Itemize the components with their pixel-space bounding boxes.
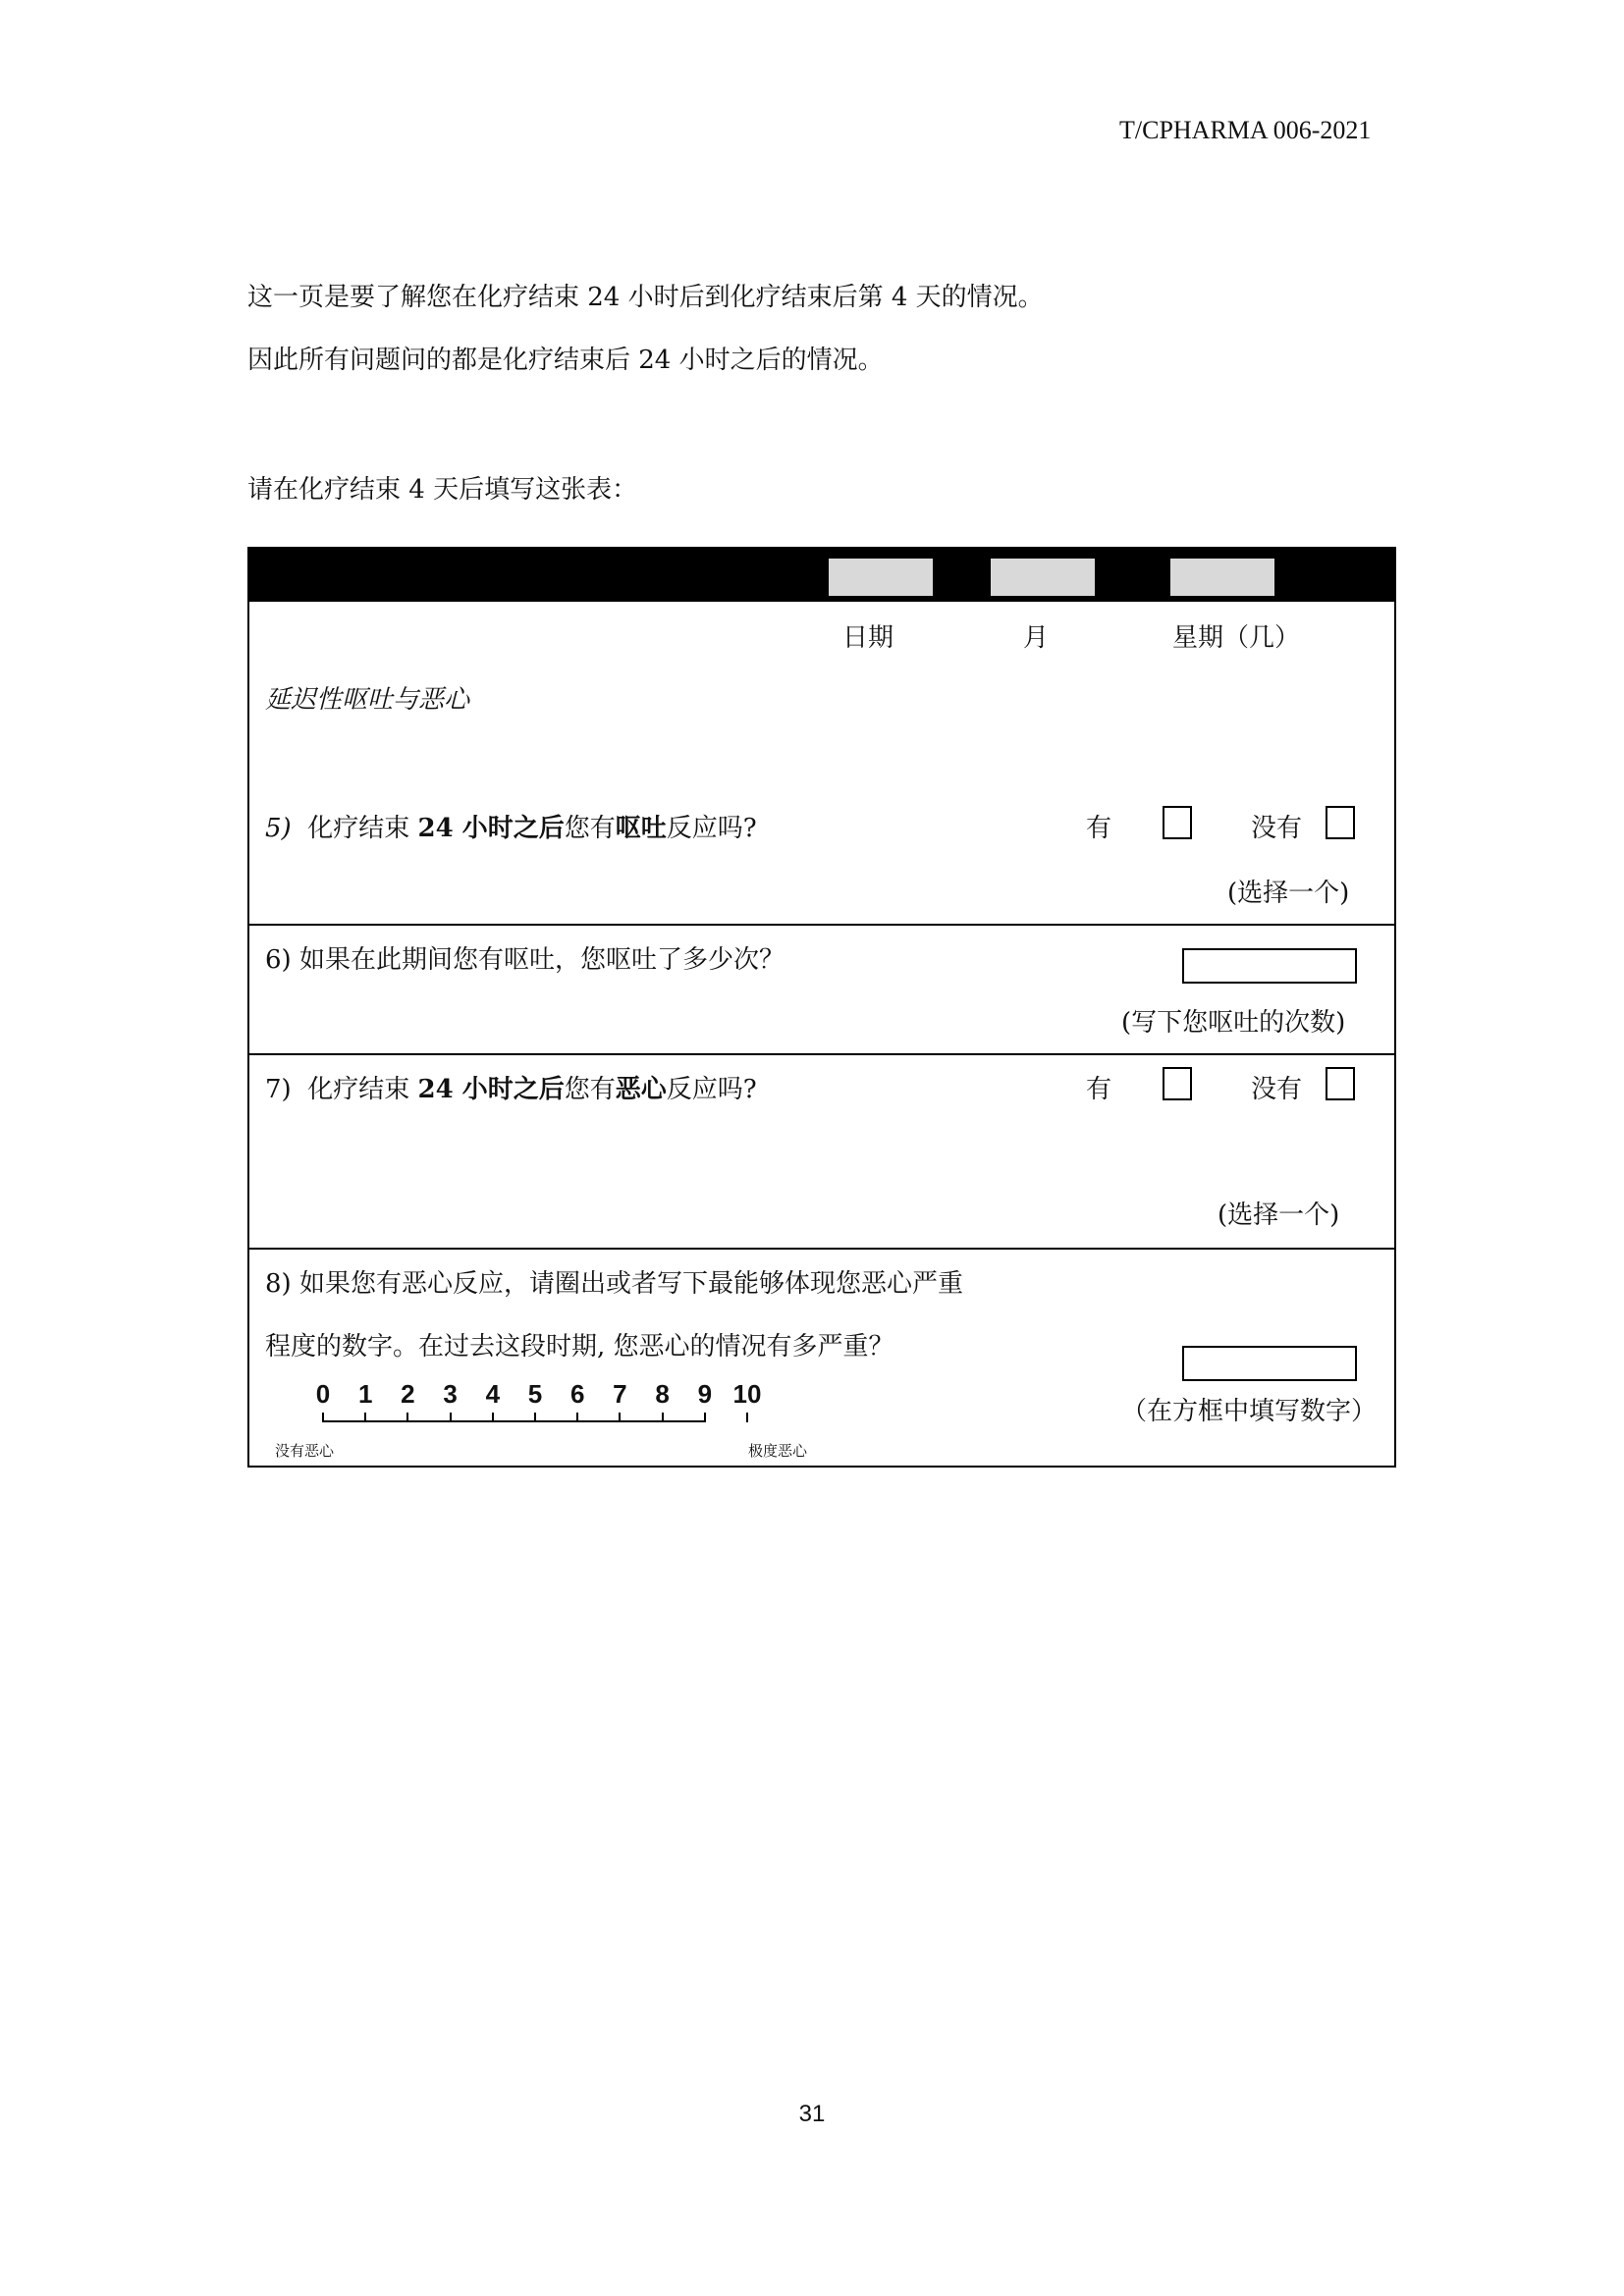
scale-number-7[interactable]: 7 bbox=[613, 1379, 627, 1409]
day-label: 日期 bbox=[842, 623, 894, 653]
question-5-text-post: 反应吗? bbox=[666, 814, 757, 843]
scale-number-3[interactable]: 3 bbox=[443, 1379, 458, 1409]
scale-tick bbox=[746, 1413, 748, 1422]
q7-yes-label: 有 bbox=[1086, 1075, 1112, 1104]
question-5-text-pre: 化疗结束 bbox=[307, 814, 418, 843]
row-divider bbox=[249, 924, 1394, 926]
question-7-symptom: 恶心 bbox=[615, 1075, 667, 1104]
month-label: 月 bbox=[1023, 623, 1050, 653]
question-5 bbox=[265, 808, 757, 844]
scale-high-label: 极度恶心 bbox=[748, 1442, 808, 1460]
scale-tick bbox=[492, 1413, 494, 1422]
page-number: 31 bbox=[798, 2101, 826, 2127]
question-5-text-mid: 您有 bbox=[564, 814, 616, 843]
scale-tick bbox=[406, 1413, 408, 1422]
q7-hint: (选择一个) bbox=[1218, 1201, 1340, 1230]
scale-number-6[interactable]: 6 bbox=[569, 1379, 585, 1409]
scale-number-9[interactable]: 9 bbox=[697, 1379, 713, 1409]
q7-yes-checkbox[interactable] bbox=[1163, 1067, 1192, 1100]
scale-number-4[interactable]: 4 bbox=[485, 1379, 501, 1409]
scale-tick bbox=[534, 1413, 536, 1422]
section-title: 延迟性呕吐与恶心 bbox=[265, 685, 470, 715]
q7-no-label: 没有 bbox=[1251, 1075, 1303, 1104]
scale-low-label: 没有恶心 bbox=[275, 1442, 335, 1460]
intro-line-3: 请在化疗结束 4 天后填写这张表： bbox=[247, 475, 638, 505]
questionnaire-form bbox=[247, 547, 1396, 1468]
vomit-count-input[interactable] bbox=[1182, 948, 1357, 984]
scale-tick bbox=[704, 1413, 706, 1422]
q5-yes-label: 有 bbox=[1086, 814, 1112, 843]
question-7-time: 24 小时之后 bbox=[417, 1075, 565, 1104]
scale-number-2[interactable]: 2 bbox=[401, 1379, 415, 1409]
form-header-bar bbox=[249, 549, 1394, 602]
q5-hint: (选择一个) bbox=[1227, 879, 1350, 908]
weekday-label: 星期（几） bbox=[1172, 623, 1301, 653]
document-code: T/CPHARMA 006-2021 bbox=[1119, 116, 1372, 144]
question-7 bbox=[265, 1069, 757, 1105]
row-divider bbox=[249, 1248, 1394, 1250]
scale-tick bbox=[576, 1413, 578, 1422]
scale-axis bbox=[323, 1420, 706, 1422]
q8-hint: （在方框中填写数字） bbox=[1121, 1397, 1378, 1426]
scale-number-5[interactable]: 5 bbox=[527, 1379, 543, 1409]
scale-number-8[interactable]: 8 bbox=[655, 1379, 670, 1409]
q6-hint: (写下您呕吐的次数) bbox=[1121, 1008, 1346, 1038]
weekday-input[interactable] bbox=[1170, 559, 1274, 596]
question-8-line-1: 8) 如果您有恶心反应，请圈出或者写下最能够体现您恶心严重 bbox=[265, 1269, 963, 1299]
question-7-text-mid: 您有 bbox=[564, 1075, 616, 1104]
q5-yes-checkbox[interactable] bbox=[1163, 806, 1192, 839]
scale-tick bbox=[364, 1413, 366, 1422]
day-input[interactable] bbox=[829, 559, 933, 596]
scale-number-10[interactable]: 10 bbox=[732, 1379, 762, 1409]
intro-line-1: 这一页是要了解您在化疗结束 24 小时后到化疗结束后第 4 天的情况。 bbox=[247, 283, 1044, 312]
scale-tick bbox=[450, 1413, 452, 1422]
question-5-time: 24 小时之后 bbox=[417, 814, 565, 843]
nausea-score-input[interactable] bbox=[1182, 1346, 1357, 1381]
question-5-symptom: 呕吐 bbox=[615, 814, 667, 843]
scale-number-1[interactable]: 1 bbox=[357, 1379, 373, 1409]
question-7-text-post: 反应吗? bbox=[666, 1075, 757, 1104]
q5-no-checkbox[interactable] bbox=[1326, 806, 1355, 839]
question-5-number: 5) bbox=[265, 814, 292, 843]
row-divider bbox=[249, 1053, 1394, 1055]
scale-tick bbox=[662, 1413, 664, 1422]
question-7-number: 7) bbox=[265, 1075, 292, 1104]
month-input[interactable] bbox=[991, 559, 1095, 596]
question-6: 6) 如果在此期间您有呕吐，您呕吐了多少次？ bbox=[265, 945, 785, 975]
q5-no-label: 没有 bbox=[1251, 814, 1303, 843]
scale-number-0[interactable]: 0 bbox=[315, 1379, 331, 1409]
q7-no-checkbox[interactable] bbox=[1326, 1067, 1355, 1100]
intro-line-2: 因此所有问题问的都是化疗结束后 24 小时之后的情况。 bbox=[247, 346, 884, 375]
question-7-text-pre: 化疗结束 bbox=[307, 1075, 418, 1104]
scale-tick bbox=[619, 1413, 621, 1422]
question-8-line-2: 程度的数字。在过去这段时期, 您恶心的情况有多严重？ bbox=[265, 1332, 894, 1362]
scale-tick bbox=[322, 1413, 324, 1422]
